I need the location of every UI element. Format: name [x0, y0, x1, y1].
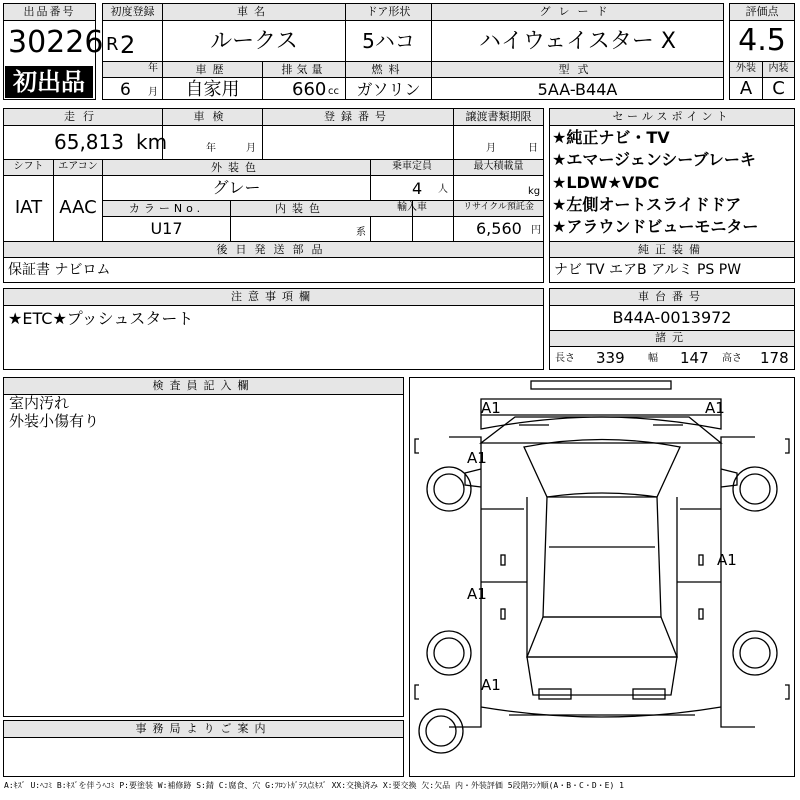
model-label: 車名	[237, 5, 271, 18]
damage-mark-a1: A1	[467, 585, 487, 603]
fuel-label: 燃料	[371, 63, 406, 76]
grade-value: ハイウェイスター X	[479, 29, 676, 54]
recycle-value: 6,560	[476, 219, 522, 238]
score-label: 評価点	[745, 5, 779, 18]
inspector-note: 外装小傷有り	[9, 412, 100, 430]
ac-label: エアコン	[58, 161, 98, 172]
history-value: 自家用	[185, 79, 240, 100]
damage-mark-a1: A1	[481, 399, 501, 417]
damage-mark-a1: A1	[467, 449, 487, 467]
transfer-month-unit: 月	[486, 143, 496, 154]
width-label: 幅	[648, 353, 658, 364]
max-load-unit: kg	[528, 186, 541, 197]
width-value: 147	[680, 349, 709, 367]
spec-label: 諸元	[655, 331, 689, 344]
int-color-unit: 系	[356, 227, 366, 238]
capacity-label: 乗車定員	[392, 161, 432, 172]
lot-number: 30226	[8, 25, 104, 60]
mileage-value: 65,813	[54, 130, 124, 154]
mileage-label: 走行	[64, 110, 102, 123]
damage-mark-a1: A1	[481, 676, 501, 694]
equipment-value: ナビ TV エアB アルミ PS PW	[554, 262, 742, 278]
sales-point-item: ★LDW★VDC	[552, 173, 660, 192]
score-value: 4.5	[738, 23, 786, 58]
notes-text: ★ETC★プッシュスタート	[8, 309, 194, 328]
sales-point-item: ★左側オートスライドドア	[552, 195, 742, 214]
displacement-unit: cc	[328, 86, 339, 97]
sales-point-item: ★エマージェンシーブレーキ	[552, 150, 756, 169]
chassis-number: B44A-0013972	[612, 308, 732, 327]
later-parts-label: 後日発送部品	[216, 243, 331, 256]
model-name: ルークス	[210, 29, 298, 54]
shift-value: IAT	[14, 197, 43, 218]
height-value: 178	[760, 349, 789, 367]
length-value: 339	[596, 349, 625, 367]
inspection-year-unit: 年	[206, 143, 216, 154]
doors-label: ドア形状	[366, 5, 411, 18]
displacement-label: 排気量	[281, 63, 327, 76]
int-label: 内装	[768, 63, 789, 74]
transfer-day-unit: 日	[528, 143, 538, 154]
int-color-label: 内装色	[275, 202, 326, 215]
capacity-unit: 人	[438, 184, 448, 195]
inspection-month-unit: 月	[246, 143, 256, 154]
month-unit: 月	[148, 87, 158, 98]
ac-value: AAC	[59, 197, 97, 218]
max-load-label: 最大積載量	[473, 161, 524, 172]
era-year: 2	[120, 31, 136, 59]
ext-color-value: グレー	[212, 178, 261, 197]
equipment-label: 純正装備	[638, 243, 706, 256]
length-label: 長さ	[555, 353, 575, 364]
shift-label: シフト	[13, 161, 44, 172]
notes-label: 注意事項欄	[231, 290, 316, 303]
transfer-label: 譲渡書類期限	[465, 110, 532, 123]
damage-legend: A:ｷｽﾞ U:ﾍｺﾐ B:ｷｽﾞを伴うﾍｺﾐ P:要塗装 W:補修跡 S:錆 C:腐食、穴 G:ﾌﾛﾝﾄｶﾞﾗｽ点ｷｽﾞ XX:交換済み X:要交換 欠:欠品 内・外装評価 5段階ﾗﾝｸ順(A・B・C・D・E) 1	[4, 781, 624, 790]
displacement-value: 660	[292, 79, 327, 100]
model-code-value: 5AA-B44A	[537, 80, 618, 99]
capacity-value: 4	[412, 179, 423, 198]
ext-grade: A	[739, 78, 753, 99]
inspector-label: 検査員記入欄	[152, 379, 255, 392]
first-listing-badge: 初出品	[5, 66, 93, 98]
model-code-label: 型式	[558, 63, 597, 76]
later-parts-value: 保証書 ナビロム	[8, 262, 111, 278]
recycle-label: リサイクル預託金	[463, 202, 534, 212]
inspection-label: 車検	[193, 110, 232, 123]
damage-mark-a1: A1	[717, 551, 737, 569]
color-no-value: U17	[150, 219, 183, 238]
ext-label: 外装	[736, 63, 756, 74]
color-no-label: カラーNo.	[128, 202, 205, 215]
inspector-note: 室内汚れ	[9, 394, 70, 412]
lot-label: 出品番号	[23, 5, 76, 18]
office-label: 事務局よりご案内	[135, 722, 272, 735]
car-diagram	[409, 377, 795, 777]
mileage-unit: km	[136, 130, 168, 154]
sales-points-label: セールスポイント	[612, 110, 732, 123]
first-reg-label: 初度登録	[110, 5, 155, 18]
era-letter: R	[106, 34, 119, 55]
import-label: 輸入車	[397, 202, 427, 213]
sales-point-item: ★純正ナビ・TV	[552, 128, 670, 147]
int-grade: C	[772, 78, 785, 99]
ext-color-label: 外装色	[211, 161, 262, 174]
doors-value: 5ハコ	[362, 29, 415, 53]
grade-label: グレード	[539, 5, 616, 18]
height-label: 高さ	[722, 353, 742, 364]
reg-month: 6	[120, 80, 131, 100]
history-label: 車歴	[195, 63, 230, 76]
year-unit: 年	[148, 63, 158, 74]
recycle-unit: 円	[531, 225, 541, 236]
chassis-label: 車台番号	[638, 290, 706, 303]
sales-point-item: ★アラウンドビューモニター	[552, 217, 759, 236]
reg-number-label: 登録番号	[324, 110, 392, 123]
damage-mark-a1: A1	[705, 399, 725, 417]
fuel-value: ガソリン	[356, 80, 421, 99]
